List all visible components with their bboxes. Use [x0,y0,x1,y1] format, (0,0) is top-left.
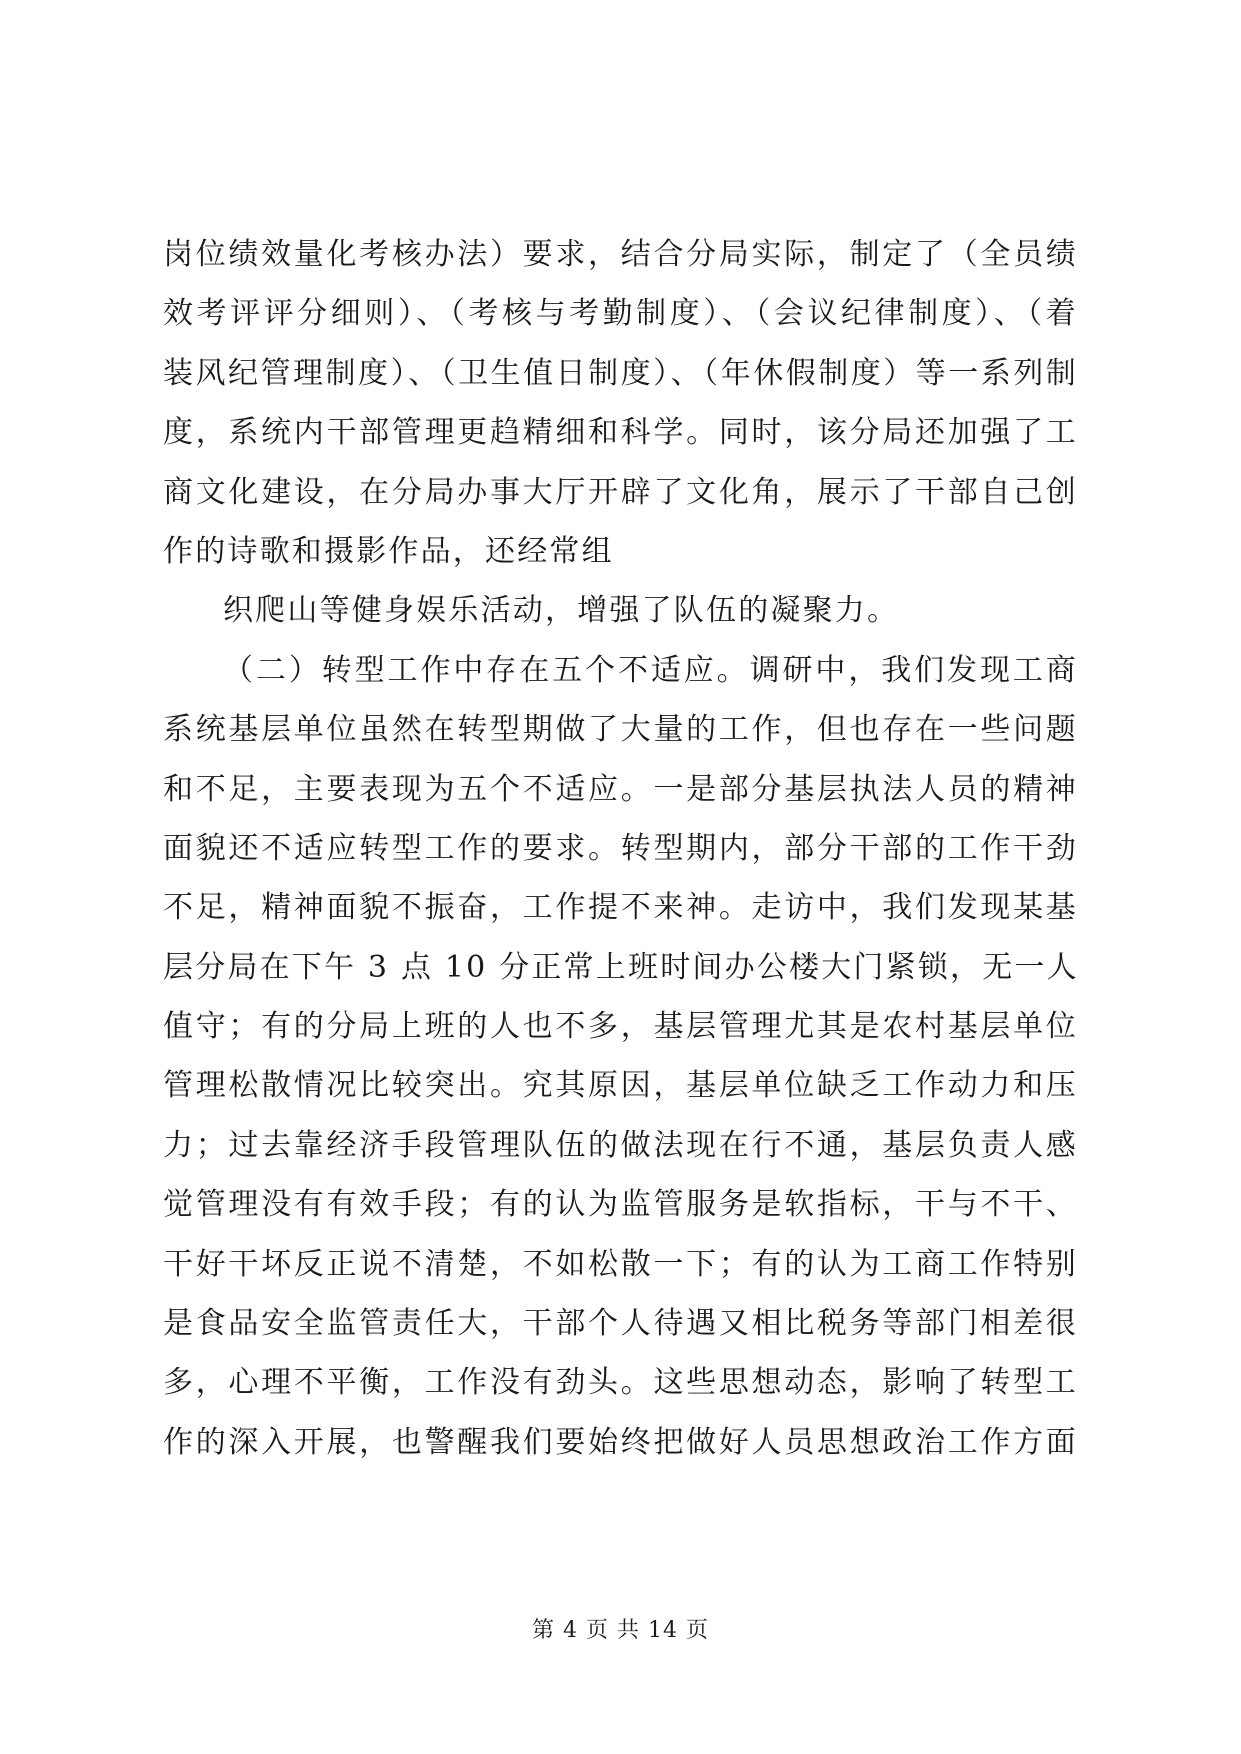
text-line: 层分局在下午 3 点 10 分正常上班时间办公楼大门紧锁，无一人 [163,949,1079,985]
text-line: 装风纪管理制度）、（卫生值日制度）、（年休假制度）等一系列制 [163,355,1078,391]
text-line: 商文化建设，在分局办事大厅开辟了文化角，展示了干部自己创 [163,474,1078,510]
text-line: 岗位绩效量化考核办法）要求，结合分局实际，制定了（全员绩 [163,237,1078,272]
text-line: 觉管理没有有效手段；有的认为监管服务是软指标，干与不干、 [163,1187,1078,1223]
body-text [163,225,1078,1472]
text-line: 管理松散情况比较突出。究其原因，基层单位缺乏工作动力和压 [163,1068,1078,1104]
text-line: 多，心理不平衡，工作没有劲头。这些思想动态，影响了转型工 [163,1365,1078,1401]
text-line: 面貌还不适应转型工作的要求。转型期内，部分干部的工作干劲 [163,830,1078,866]
text-line: 效考评评分细则）、（考核与考勤制度）、（会议纪律制度）、（着 [163,296,1078,332]
text-line: 力；过去靠经济手段管理队伍的做法现在行不通，基层负责人感 [163,1127,1078,1163]
text-line: 干好干坏反正说不清楚，不如松散一下；有的认为工商工作特别 [163,1246,1078,1282]
text-line: 作的诗歌和摄影作品，还经常组 [163,533,614,569]
text-line: 是食品安全监管责任大，干部个人待遇又相比税务等部门相差很 [163,1306,1078,1342]
text-line: 和不足，主要表现为五个不适应。一是部分基层执法人员的精神 [163,771,1078,807]
text-line: 织爬山等健身娱乐活动，增强了队伍的凝聚力。 [223,593,900,629]
text-line: 作的深入开展，也警醒我们要始终把做好人员思想政治工作方面 [163,1424,1078,1460]
page-number-footer: 第 4 页 共 14 页 [532,1618,709,1643]
text-line: 度，系统内干部管理更趋精细和科学。同时，该分局还加强了工 [163,415,1078,451]
text-line: 值守；有的分局上班的人也不多，基层管理尤其是农村基层单位 [163,1009,1078,1045]
paragraph-heading-line: （二）转型工作中存在五个不适应。调研中，我们发现工商 [223,652,1078,688]
text-line: 不足，精神面貌不振奋，工作提不来神。走访中，我们发现某基 [163,890,1078,926]
text-line: 系统基层单位虽然在转型期做了大量的工作，但也存在一些问题 [163,712,1078,748]
